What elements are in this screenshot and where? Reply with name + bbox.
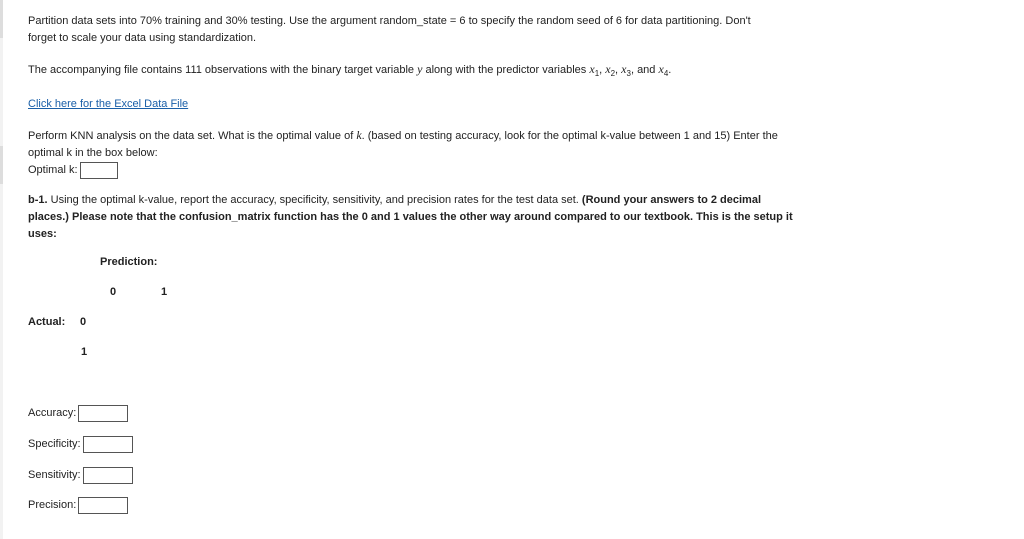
var-x4-sub: 4 — [663, 69, 669, 78]
var-x3: x — [621, 62, 627, 76]
intro-line-1: Partition data sets into 70% training and 30% testing. Use the argument random_state = 6 to specify the random seed of 6 for data partitioning. Don't — [28, 15, 751, 27]
prediction-1: 1 — [161, 286, 168, 298]
precision-label: Precision: — [28, 499, 77, 511]
left-gutter — [0, 0, 3, 539]
knn-question — [28, 127, 1008, 179]
b1-text: Using the optimal k-value, report the accuracy, specificity, sensitivity, and precision rates for the test data set. — [47, 194, 582, 206]
file-info-paragraph — [28, 61, 1008, 82]
gutter-mark — [0, 0, 3, 38]
knn-line-1-a: Perform KNN analysis on the data set. What is the optimal value of — [28, 130, 357, 142]
accuracy-input[interactable] — [78, 405, 128, 422]
knn-k-symbol: k — [356, 128, 362, 142]
b1-question — [28, 192, 1018, 243]
specificity-label: Specificity: — [28, 438, 81, 450]
optimal-k-input[interactable] — [80, 162, 118, 179]
intro-line-2: forget to scale your data using standardization. — [28, 32, 257, 44]
actual-1: 1 — [81, 346, 88, 358]
optimal-k-row — [28, 162, 1008, 179]
file-info-prefix: The accompanying file contains 111 observations with the binary target variable — [28, 64, 418, 76]
b1-bold-3: uses: — [28, 228, 57, 240]
excel-data-file-link[interactable]: Click here for the Excel Data File — [28, 98, 189, 110]
sep-3: , and — [630, 64, 659, 76]
actual-0: 0 — [80, 316, 87, 328]
prediction-0: 0 — [110, 286, 117, 298]
actual-label: Actual: — [28, 316, 66, 328]
gutter-mark — [0, 146, 3, 184]
file-info-middle: along with the predictor variables — [422, 64, 590, 76]
var-x2: x — [605, 62, 611, 76]
sensitivity-input[interactable] — [83, 467, 133, 484]
var-x3-sub: 3 — [626, 69, 631, 78]
intro-paragraph — [28, 13, 1008, 47]
precision-row — [28, 495, 128, 515]
knn-line-1 — [28, 127, 1008, 145]
target-variable: y — [417, 62, 423, 76]
specificity-input[interactable] — [83, 436, 133, 453]
sensitivity-row — [28, 465, 133, 485]
file-info-end: . — [668, 64, 672, 76]
b1-bold-2: places.) Please note that the confusion_matrix function has the 0 and 1 values the other way around compared to our textbook. This is the setup it — [28, 211, 793, 223]
var-x4: x — [658, 62, 664, 76]
b1-line-1 — [28, 192, 1018, 209]
var-x1-sub: 1 — [594, 69, 600, 78]
b1-label: b-1. — [28, 194, 48, 206]
precision-input[interactable] — [78, 497, 128, 514]
accuracy-row — [28, 403, 128, 423]
knn-line-1-b: . (based on testing accuracy, look for the optimal k-value between 1 and 15) Enter the — [361, 130, 778, 142]
optimal-k-label: Optimal k: — [28, 164, 78, 176]
sep-1: , — [599, 64, 606, 76]
excel-link-container — [28, 96, 188, 113]
prediction-label: Prediction: — [100, 256, 158, 268]
var-x1: x — [589, 62, 595, 76]
b1-bold-1: (Round your answers to 2 decimal — [581, 194, 762, 206]
accuracy-label: Accuracy: — [28, 407, 77, 419]
knn-line-2: optimal k in the box below: — [28, 147, 158, 159]
sensitivity-label: Sensitivity: — [28, 469, 81, 481]
specificity-row — [28, 434, 133, 454]
var-x2-sub: 2 — [610, 69, 616, 78]
sep-2: , — [615, 64, 622, 76]
